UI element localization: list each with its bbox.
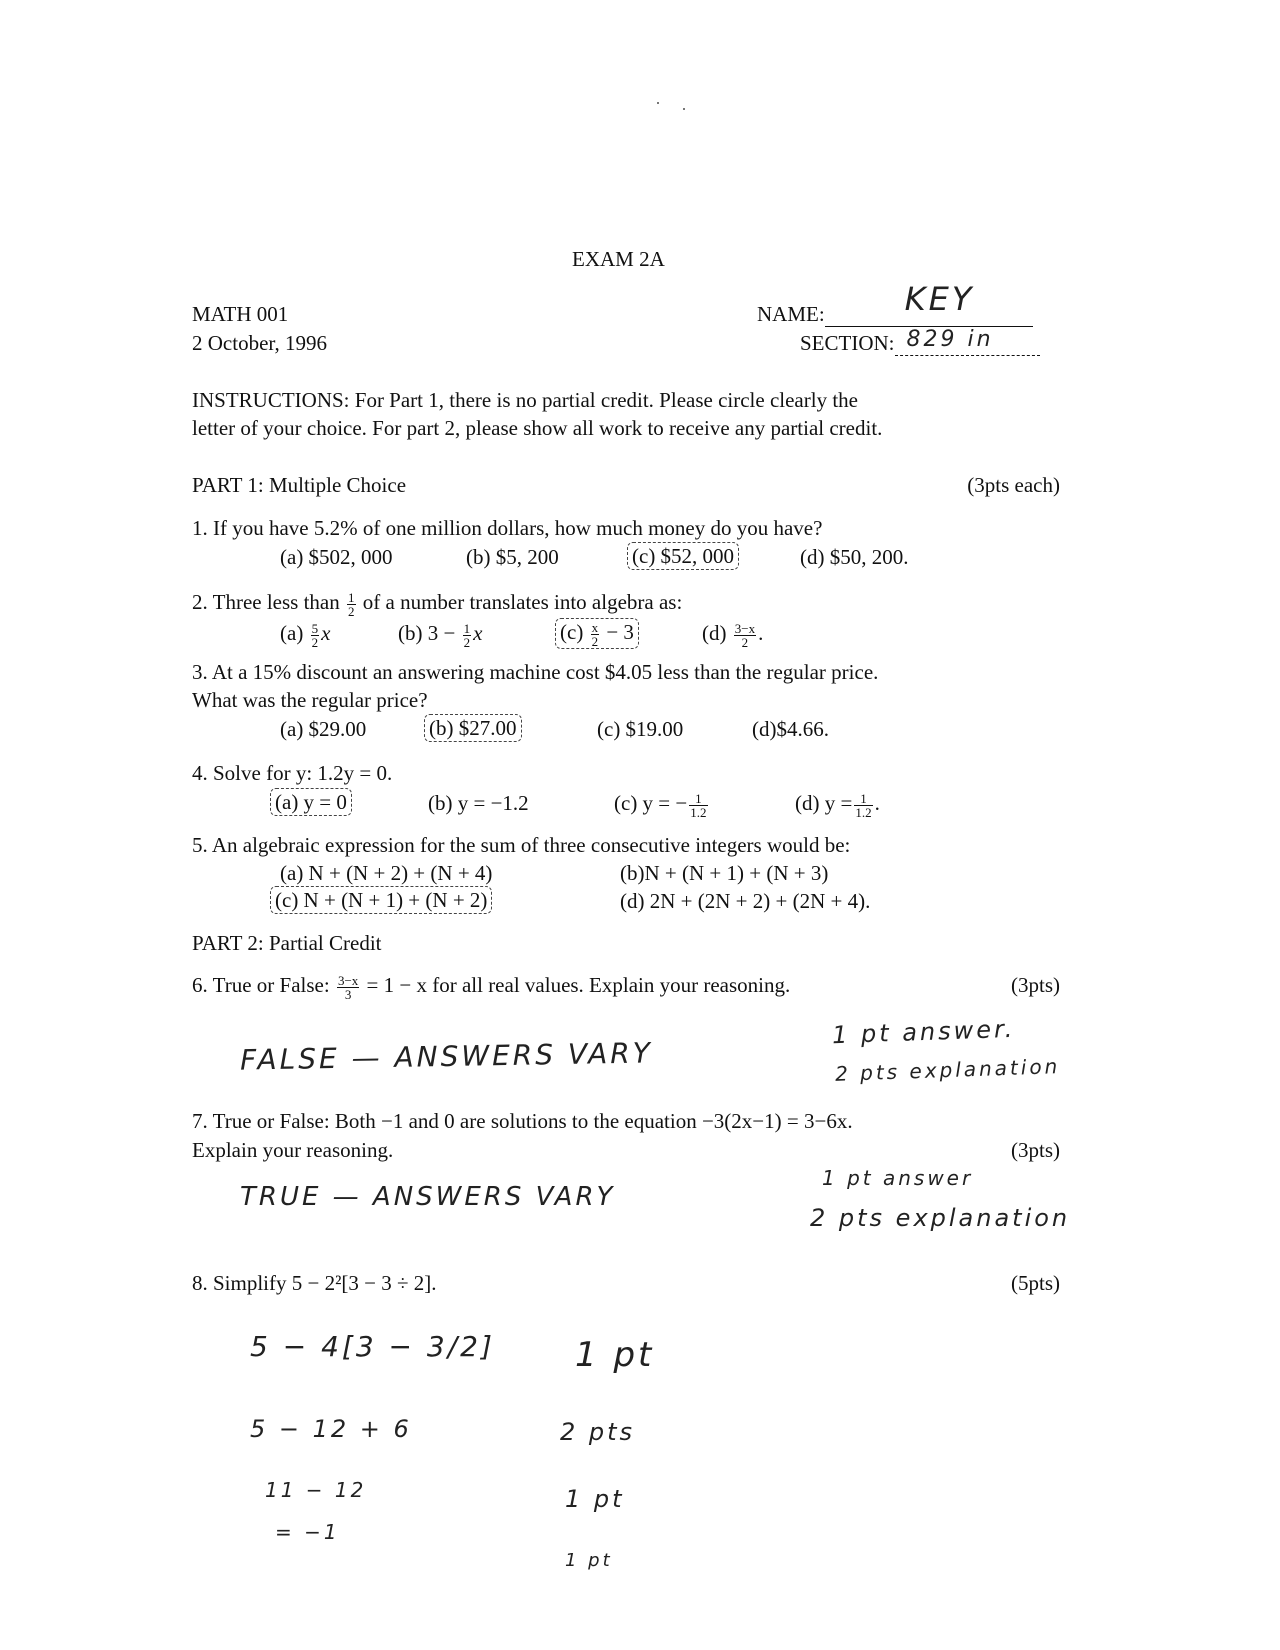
exam-title: EXAM 2A [572,247,665,271]
q4-c-fraction [689,792,707,819]
part2-title: PART 2: Partial Credit [192,931,382,955]
q8-mark-2: 2 pts [560,1418,636,1446]
q2-b-label: (b) 3 − [398,621,456,645]
q8-work-step-2: 5 − 12 + 6 [250,1415,412,1443]
q4-d-num: 1 [854,792,872,806]
q6-handwritten-note-1: 1 pt answer. [831,1014,1016,1050]
q4-c-den: 1.2 [690,804,707,820]
q3-option-d: (d)$4.66. [752,717,829,741]
q8-work-step-3: 11 − 12 [265,1478,367,1502]
q8-text: 8. Simplify 5 − 2²[3 − 3 ÷ 2]. [192,1271,437,1295]
q6-handwritten-answer: FALSE — ANSWERS VARY [239,1036,654,1077]
q2-a-den: 2 [311,634,319,650]
q6-fraction [337,974,359,1001]
q2-b-den: 2 [463,634,471,650]
q8-points: (5pts) [1011,1271,1060,1295]
q2-d-fraction [734,622,756,649]
q2-c-fraction [591,621,600,648]
q2-option-c-circled [555,618,639,649]
q2-c-den: 2 [591,633,599,649]
scan-speck [683,108,685,110]
q4-text: 4. Solve for y: 1.2y = 0. [192,761,393,785]
q3-option-a: (a) $29.00 [280,717,367,741]
q5-option-a: (a) N + (N + 2) + (N + 4) [280,861,493,885]
q2-text-after: of a number translates into algebra as: [362,590,683,614]
q5-option-c-circled: (c) N + (N + 1) + (N + 2) [270,886,492,914]
q3-line-2: What was the regular price? [192,688,428,712]
q6-text-before: 6. True or False: [192,973,330,997]
section-field [800,327,1040,356]
name-line [825,280,1033,327]
q7-handwritten-note-1: 1 pt answer [822,1166,974,1190]
section-handwritten: 829 in [906,327,994,352]
name-field [757,280,1033,327]
q2-d-tail: . [758,621,764,645]
q6-text-after: = 1 − x for all real values. Explain your reasoning. [366,973,791,997]
course-code: MATH 001 [192,302,289,326]
q2-a-fraction [311,622,320,649]
q2-c-tail: − 3 [606,620,634,644]
q2-c-num: x [591,619,599,635]
exam-date: 2 October, 1996 [192,331,328,355]
q2-text-before: 2. Three less than [192,590,340,614]
q1-text: 1. If you have 5.2% of one million dollars, how much money do you have? [192,516,823,540]
q2-half-den: 2 [348,603,355,619]
q7-handwritten-note-2: 2 pts explanation [810,1204,1071,1232]
instructions-line-2: letter of your choice. For part 2, please show all work to receive any partial credit. [192,416,883,440]
instructions-line-1: INSTRUCTIONS: For Part 1, there is no partial credit. Please circle clearly the [192,388,858,412]
q4-d-fraction [854,792,872,819]
scan-speck [657,102,659,104]
q2-option-a [280,620,330,649]
q6-frac-den: 3 [344,986,352,1002]
q5-option-d: (d) 2N + (2N + 2) + (2N + 4). [620,889,871,913]
q7-line-2: Explain your reasoning. [192,1138,394,1162]
q2-d-label: (d) [702,621,727,645]
q6-frac-num: 3−x [337,972,359,988]
q4-d-label: (d) y = [795,791,853,815]
q5-option-b: (b)N + (N + 1) + (N + 3) [620,861,829,885]
q8-work-step-1: 5 − 4[3 − 3/2] [250,1330,495,1363]
q2-d-num: 3−x [734,620,756,636]
q2-d-den: 2 [741,634,749,650]
q8-mark-1: 1 pt [575,1335,655,1375]
q7-line-1: 7. True or False: Both −1 and 0 are solutions to the equation −3(2x−1) = 3−6x. [192,1109,853,1133]
q4-d-den: 1.2 [855,804,872,820]
q7-points: (3pts) [1011,1138,1060,1162]
q2-a-var: x [321,621,331,645]
q1-option-c-circled: (c) $52, 000 [627,542,739,570]
q2-c-label: (c) [560,620,584,644]
name-handwritten: KEY [904,280,975,318]
q2-text [192,589,682,618]
section-line [895,327,1040,356]
q4-c-label: (c) y = − [614,791,688,815]
q2-option-d [702,620,763,649]
q2-a-label: (a) [280,621,304,645]
q8-mark-4: 1 pt [565,1550,613,1571]
part1-title: PART 1: Multiple Choice [192,473,407,497]
q5-text: 5. An algebraic expression for the sum of three consecutive integers would be: [192,833,851,857]
q4-option-d [795,790,880,819]
name-label: NAME: [757,302,825,326]
q8-mark-3: 1 pt [565,1485,625,1513]
section-label: SECTION: [800,331,895,355]
q1-option-b: (b) $5, 200 [466,545,559,569]
q4-option-c [614,790,710,819]
q6-handwritten-note-2: 2 pts explanation [834,1054,1061,1086]
q8-work-step-4: = −1 [275,1520,340,1544]
q2-half-num: 1 [348,589,355,605]
q7-handwritten-answer: TRUE — ANSWERS VARY [240,1182,616,1212]
q1-option-d: (d) $50, 200. [800,545,909,569]
q4-c-num: 1 [689,792,707,806]
q4-option-b: (b) y = −1.2 [428,791,529,815]
q4-d-tail: . [874,791,880,815]
q1-option-a: (a) $502, 000 [280,545,393,569]
q2-b-fraction [463,622,472,649]
q3-option-b-circled: (b) $27.00 [424,714,522,742]
q2-b-var: x [473,621,483,645]
q3-line-1: 3. At a 15% discount an answering machine cost $4.05 less than the regular price. [192,660,879,684]
q2-option-b [398,620,482,649]
q6-text [192,972,790,1001]
part1-points: (3pts each) [967,473,1060,497]
q4-option-a-circled: (a) y = 0 [270,788,352,816]
q2-a-num: 5 [311,620,319,636]
q3-option-c: (c) $19.00 [597,717,684,741]
q6-points: (3pts) [1011,973,1060,997]
q2-half-fraction [347,591,356,618]
q2-b-num: 1 [463,620,471,636]
